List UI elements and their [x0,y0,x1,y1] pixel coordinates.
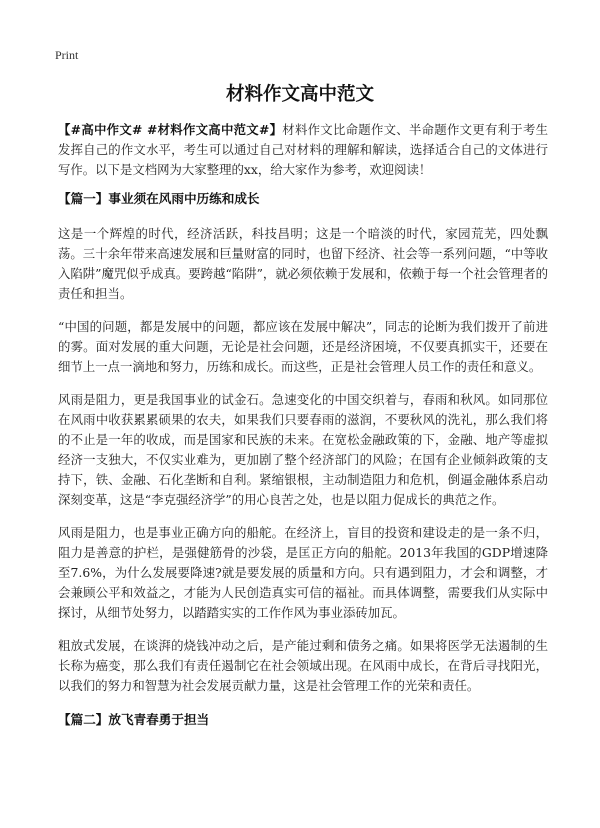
page-title: 材料作文高中范文 [225,84,374,105]
intro-paragraph [58,120,548,180]
intro-text: 材料作文比命题作文、半命题作文更有利于考生发挥自己的作文水平，考生可以通过自己对材料的理解和解读，选择适合自己的文体进行写作。以下是文档网为大家整理的xx，给大家作为参考，欢迎阅读！ [58,122,549,177]
paragraph: 粗放式发展，在谈湃的烧钱冲动之后，是产能过剩和债务之痛。如果将医学无法遏制的生长称为癌变，那么我们有责任遏制它在社会领域出现。在风雨中成长，在背后寻找阳光，以我们的努力和智慧为社会发展贡献力量，这是社会管理工作的光荣和责任。 [58,638,548,693]
section-heading-2: 【篇二】放飞青春勇于担当 [58,712,210,727]
paragraph: 风雨是阻力，也是事业正确方向的船舵。在经济上，盲目的投资和建设走的是一条不归，阻力是善意的护栏，是强健筋骨的沙袋，是匡正方向的船舵。2013年我国的GDP增速降至7.6%，为什么发展要降速?就是要发展的质量和方向。只有遇到阻力，才会和调整，才会兼顾公平和效益之，才能为人民创造真实可信的福祉。而具体调整，需要我们从实际中探讨，从细节处努力，以踏踏实实的工作作风为事业添砖加瓦。 [58,525,548,620]
paragraph: 风雨是阻力，更是我国事业的试金石。急速变化的中国交织着与，春雨和秋风。如同那位在风雨中收获累累硕果的农夫，如果我们只要春雨的滋润，不要秋风的洗礼，那么我们将的不止是一年的收成，而是国家和民族的未来。在宽松金融政策的下，金融、地产等虚拟经济一支独大，不仅实业难为，更加剧了整个经济部门的风险；在国有企业倾斜政策的支持下，铁、金融、石化垄断和自利。紧缩银根，主动制造阻力和危机，倒逼金融体系启动深刻变革，这是“李克强经济学”的用心良苦之处，也是以阻力促成长的典范之作。 [58,392,548,507]
paragraph: 这是一个辉煌的时代，经济活跃，科技昌明；这是一个暗淡的时代，家园荒芜，四处飘荡。三十余年带来高速发展和巨量财富的同时，也留下经济、社会等一系列问题，“中等收入陷阱”魔咒似乎成真。要跨越“陷阱”，就必须依赖于发展和，依赖于每一个社会管理者的责任和担当。 [58,226,548,301]
section-1-body [58,224,548,696]
paragraph: “中国的问题，都是发展中的问题，都应该在发展中解决”，同志的论断为我们拨开了前进的雾。面对发展的重大问题，无论是社会问题，还是经济困境，不仅要真抓实干，还要在细节上一点一滴地和努力，历练和成长。而这些，正是社会管理人员工作的责任和意义。 [58,319,548,374]
intro-tag: 【#高中作文# #材料作文高中范文#】 [58,122,283,137]
section-heading-1: 【篇一】事业须在风雨中历练和成长 [58,191,260,206]
document-body [58,120,548,745]
print-link[interactable]: Print [55,48,79,62]
